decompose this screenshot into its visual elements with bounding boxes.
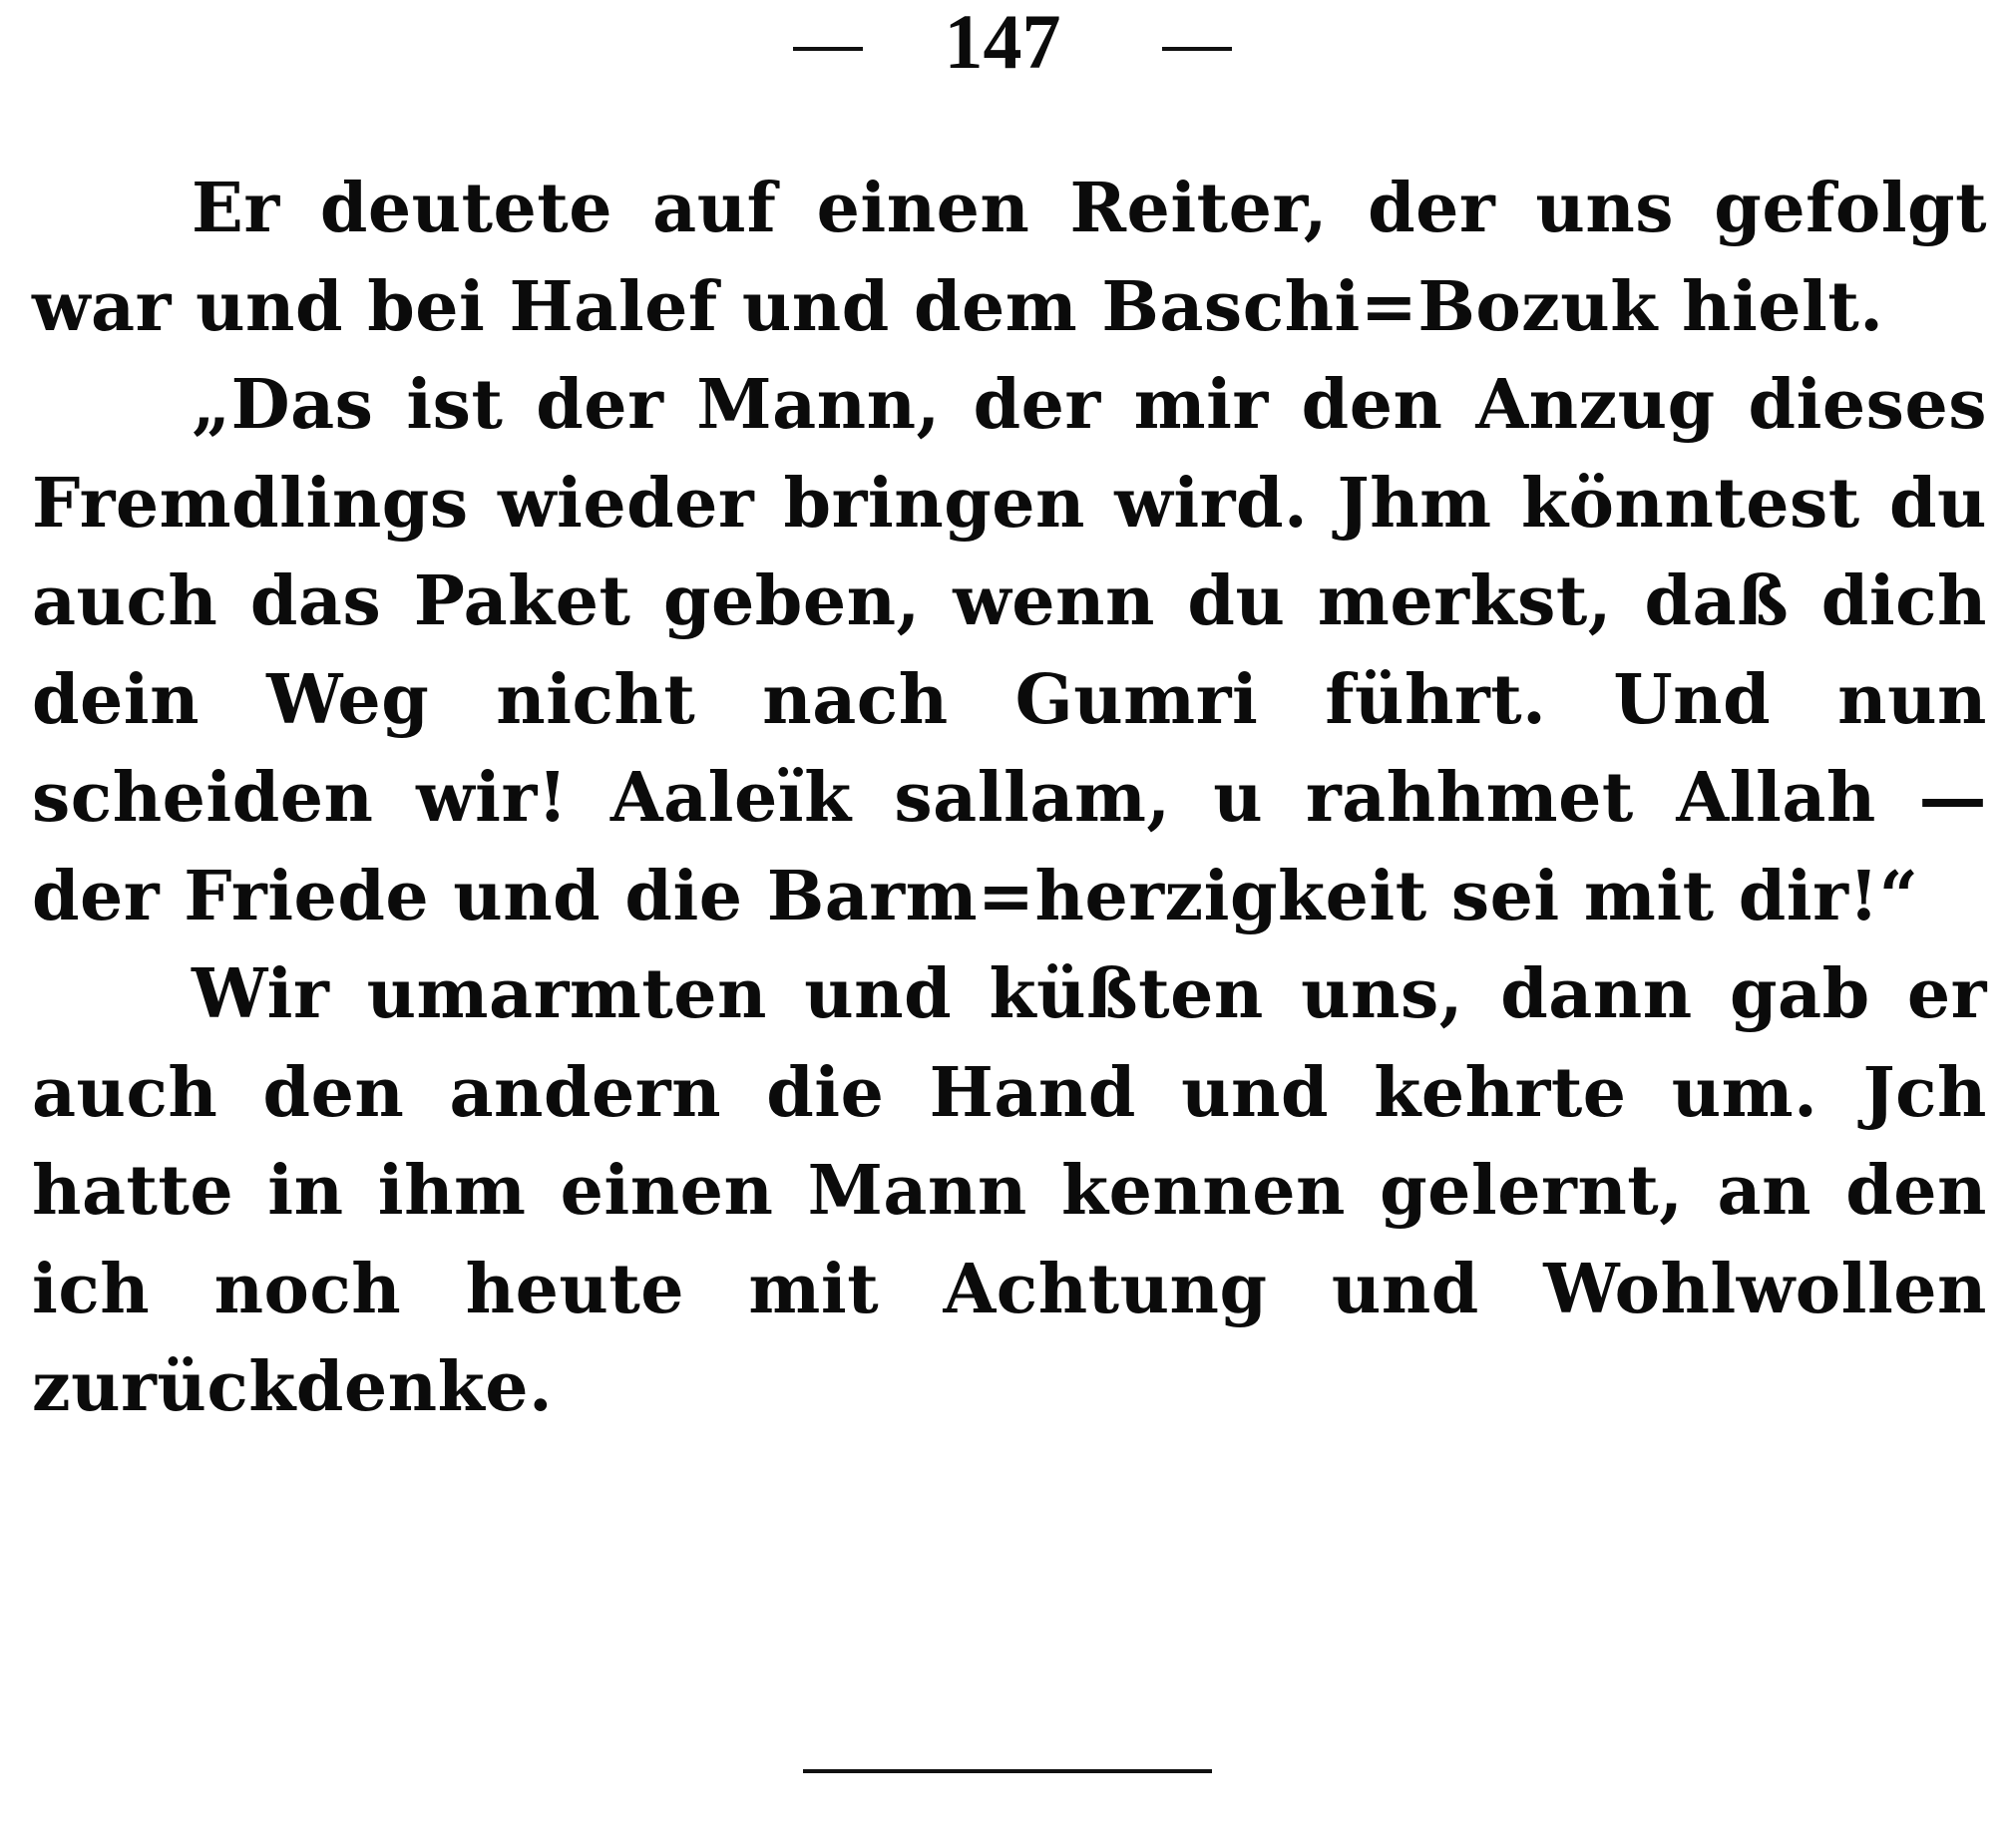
page-number: 147 — [944, 0, 1061, 85]
footer-rule — [803, 1769, 1212, 1773]
paragraph-1: Er deutete auf einen Reiter, der uns gefolgt war und bei Halef und dem Baschi=Bozuk hielt. — [32, 169, 1987, 347]
paragraph-3: Wir umarmten und küßten uns, dann gab er auch den andern die Hand und kehrte um. Jch hatte in ihm einen Mann kennen gelernt, an den ich noch heute mit Achtung und Wohlwollen zurückdenke. — [32, 954, 1987, 1427]
header-dash-left — [793, 47, 863, 51]
header-dash-right — [1162, 47, 1232, 51]
page-header — [0, 0, 2007, 92]
paragraph-2: „Das ist der Mann, der mir den Anzug dieses Fremdlings wieder bringen wird. Jhm könntest du auch das Paket geben, wenn du merkst, daß dich dein Weg nicht nach Gumri führt. Und nun scheiden wir! Aaleïk sallam, u rahhmet Allah — der Friede und die Barm=herzigkeit sei mit dir!“ — [32, 365, 1987, 936]
body-text — [32, 160, 1987, 1437]
